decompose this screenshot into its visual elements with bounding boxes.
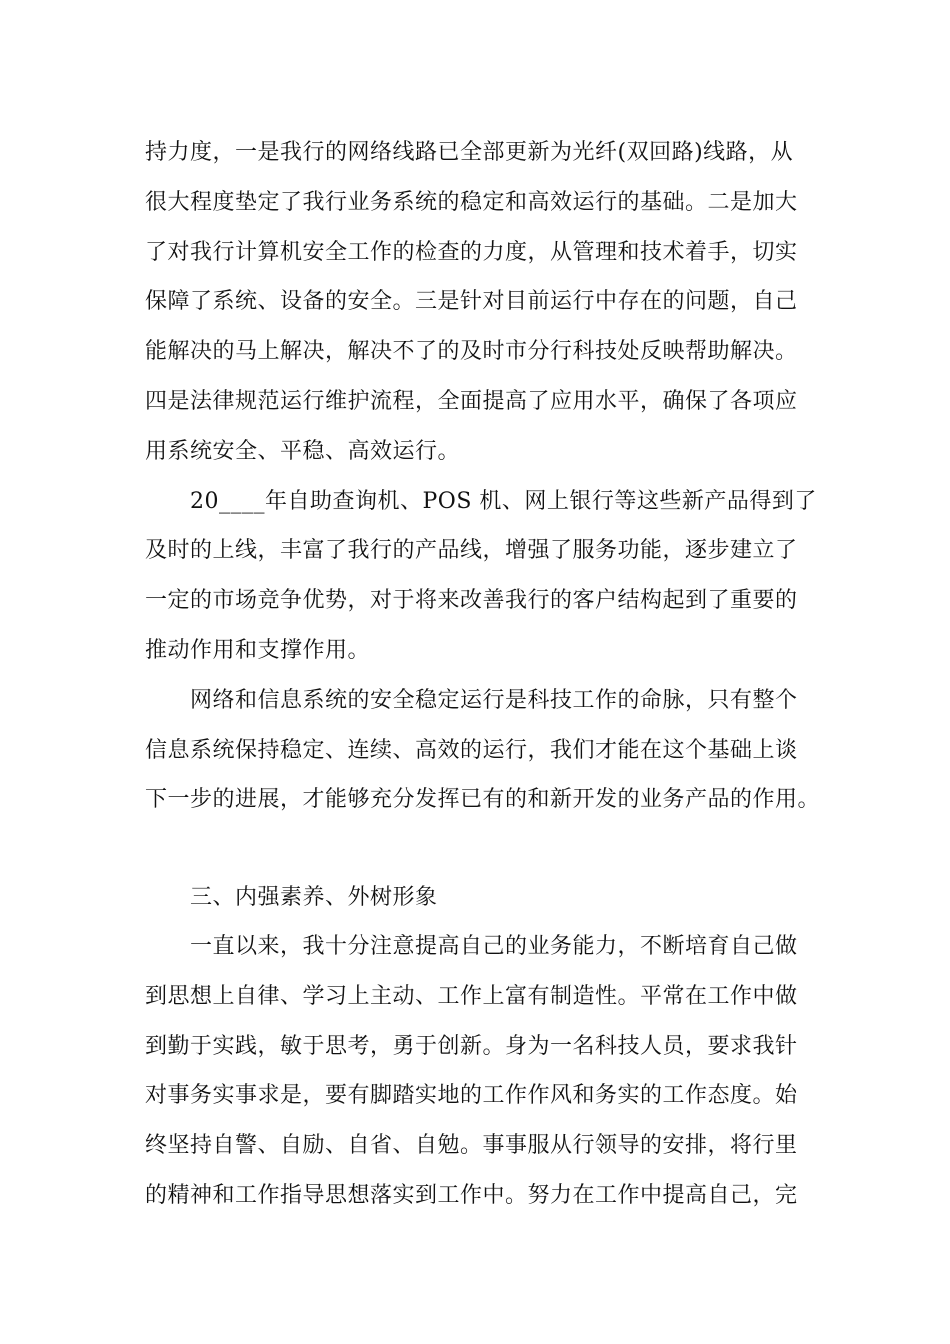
paragraph-security <box>145 676 821 825</box>
text-line: 到勤于实践，敏于思考，勇于创新。身为一名科技人员，要求我针 <box>145 1033 798 1059</box>
text-line: 一定的市场竞争优势，对于将来改善我行的客户结构起到了重要的 <box>145 588 798 614</box>
text-line: 信息系统保持稳定、连续、高效的运行，我们才能在这个基础上谈 <box>145 737 798 763</box>
text-line: 及时的上线，丰富了我行的产品线，增强了服务功能，逐步建立了 <box>145 538 798 564</box>
text-line: 保障了系统、设备的安全。三是针对目前运行中存在的问题，自己 <box>145 289 798 315</box>
text-line: 下一步的进展，才能够充分发挥已有的和新开发的业务产品的作用。 <box>145 787 821 813</box>
text-line: 的精神和工作指导思想落实到工作中。努力在工作中提高自己，完 <box>145 1182 798 1208</box>
body-text-bottom <box>145 922 815 1221</box>
text-line: 20____年自助查询机、POS 机、网上银行等这些新产品得到了 <box>190 488 817 514</box>
text-line: 能解决的马上解决，解决不了的及时市分行科技处反映帮助解决。 <box>145 339 798 365</box>
text-line: 终坚持自警、自励、自省、自勉。事事服从行领导的安排，将行里 <box>145 1133 798 1159</box>
paragraph-continued <box>145 128 815 477</box>
section-heading-block <box>145 873 815 923</box>
text-line: 四是法律规范运行维护流程，全面提高了应用水平，确保了各项应 <box>145 388 798 414</box>
text-line: 对事务实事求是，要有脚踏实地的工作作风和务实的工作态度。始 <box>145 1083 798 1109</box>
text-line: 推动作用和支撑作用。 <box>145 637 371 663</box>
section-heading: 三、内强素养、外树形象 <box>190 885 438 910</box>
text-line: 了对我行计算机安全工作的检查的力度，从管理和技术着手，切实 <box>145 239 798 265</box>
text-line: 持力度，一是我行的网络线路已全部更新为光纤(双回路)线路，从 <box>145 140 794 165</box>
text-line: 用系统安全、平稳、高效运行。 <box>145 438 461 464</box>
paragraph-products <box>145 477 815 676</box>
body-text-top <box>145 128 821 825</box>
text-line: 网络和信息系统的安全稳定运行是科技工作的命脉，只有整个 <box>190 687 798 713</box>
text-line: 很大程度垫定了我行业务系统的稳定和高效运行的基础。二是加大 <box>145 189 798 215</box>
text-line: 一直以来，我十分注意提高自己的业务能力，不断培育自己做 <box>190 934 798 959</box>
text-line: 到思想上自律、学习上主动、工作上富有制造性。平常在工作中做 <box>145 983 798 1009</box>
paragraph-quality <box>145 922 815 1221</box>
